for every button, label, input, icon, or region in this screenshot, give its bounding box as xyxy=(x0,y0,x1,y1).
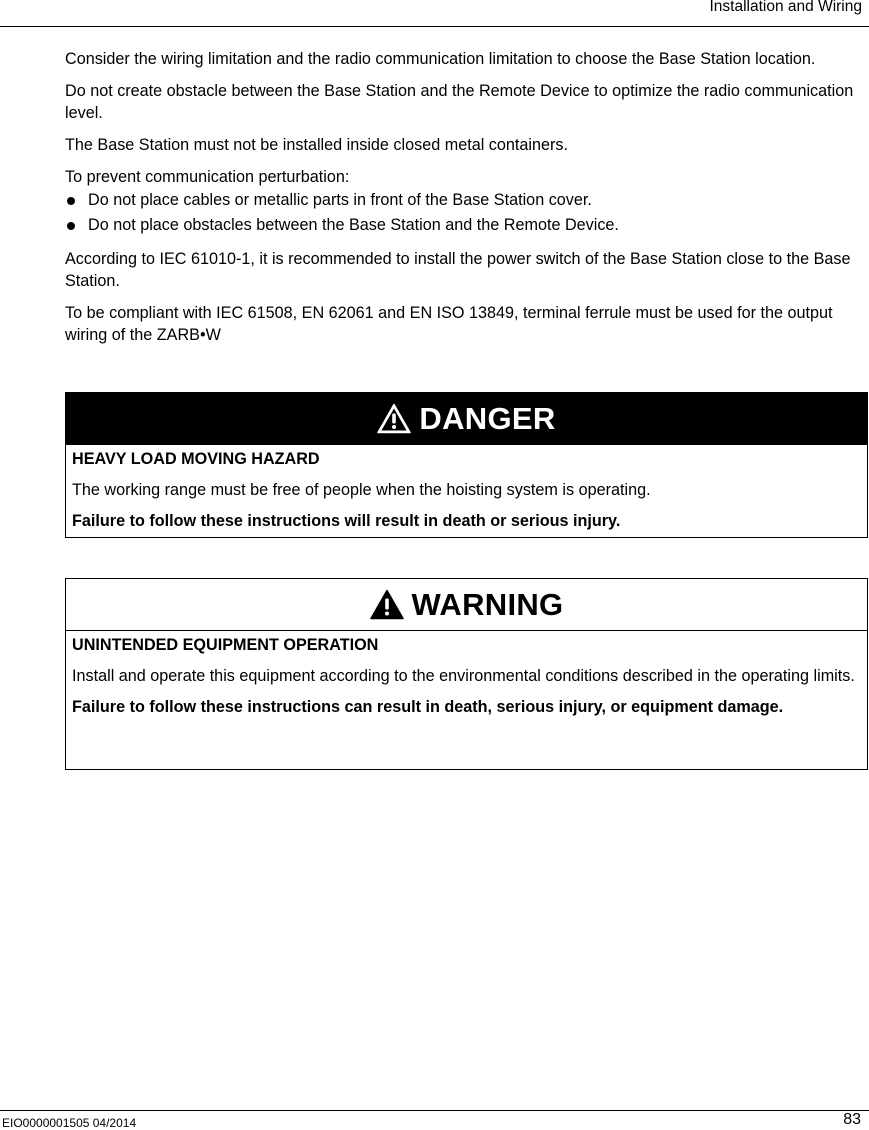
paragraph: To prevent communication perturbation: xyxy=(65,168,350,186)
danger-header xyxy=(66,393,867,445)
warning-triangle-icon xyxy=(377,403,411,434)
hazard-consequence: Failure to follow these instructions can result in death, serious injury, or equipment damage. xyxy=(72,698,784,716)
document-reference: EIO0000001505 04/2014 xyxy=(2,1116,137,1130)
warning-header xyxy=(66,579,867,631)
warning-body xyxy=(66,631,867,718)
hazard-title: HEAVY LOAD MOVING HAZARD xyxy=(72,450,320,468)
warning-box xyxy=(65,578,868,770)
hazard-consequence: Failure to follow these instructions will result in death or serious injury. xyxy=(72,512,621,530)
bullet-item: Do not place obstacles between the Base Station and the Remote Device. xyxy=(65,213,865,238)
hazard-title: UNINTENDED EQUIPMENT OPERATION xyxy=(72,636,379,654)
hazard-instruction: The working range must be free of people when the hoisting system is operating. xyxy=(72,481,651,499)
signal-word: DANGER xyxy=(419,400,556,436)
warning-triangle-icon xyxy=(370,589,404,620)
danger-box xyxy=(65,392,868,538)
section-title: Installation and Wiring xyxy=(709,0,862,15)
bullet-item: Do not place cables or metallic parts in front of the Base Station cover. xyxy=(65,188,865,213)
paragraph: Consider the wiring limitation and the radio communication limitation to choose the Base Station location. xyxy=(65,50,816,68)
page-header xyxy=(0,0,869,27)
hazard-instruction: Install and operate this equipment according to the environmental conditions described in the operating limits. xyxy=(72,667,855,685)
body-text xyxy=(65,48,865,356)
paragraph: According to IEC 61010-1, it is recommended to install the power switch of the Base Station close to the Base Station. xyxy=(65,250,851,290)
paragraph: To be compliant with IEC 61508, EN 62061 and EN ISO 13849, terminal ferrule must be used for the output wiring of the ZARB•W xyxy=(65,304,833,344)
bullet-list xyxy=(65,188,865,238)
paragraph: The Base Station must not be installed inside closed metal containers. xyxy=(65,136,568,154)
signal-word: WARNING xyxy=(411,586,564,622)
danger-body xyxy=(66,445,867,532)
page-number: 83 xyxy=(843,1111,861,1128)
page-footer xyxy=(0,1110,869,1130)
paragraph: Do not create obstacle between the Base Station and the Remote Device to optimize the radio communication level. xyxy=(65,82,854,122)
